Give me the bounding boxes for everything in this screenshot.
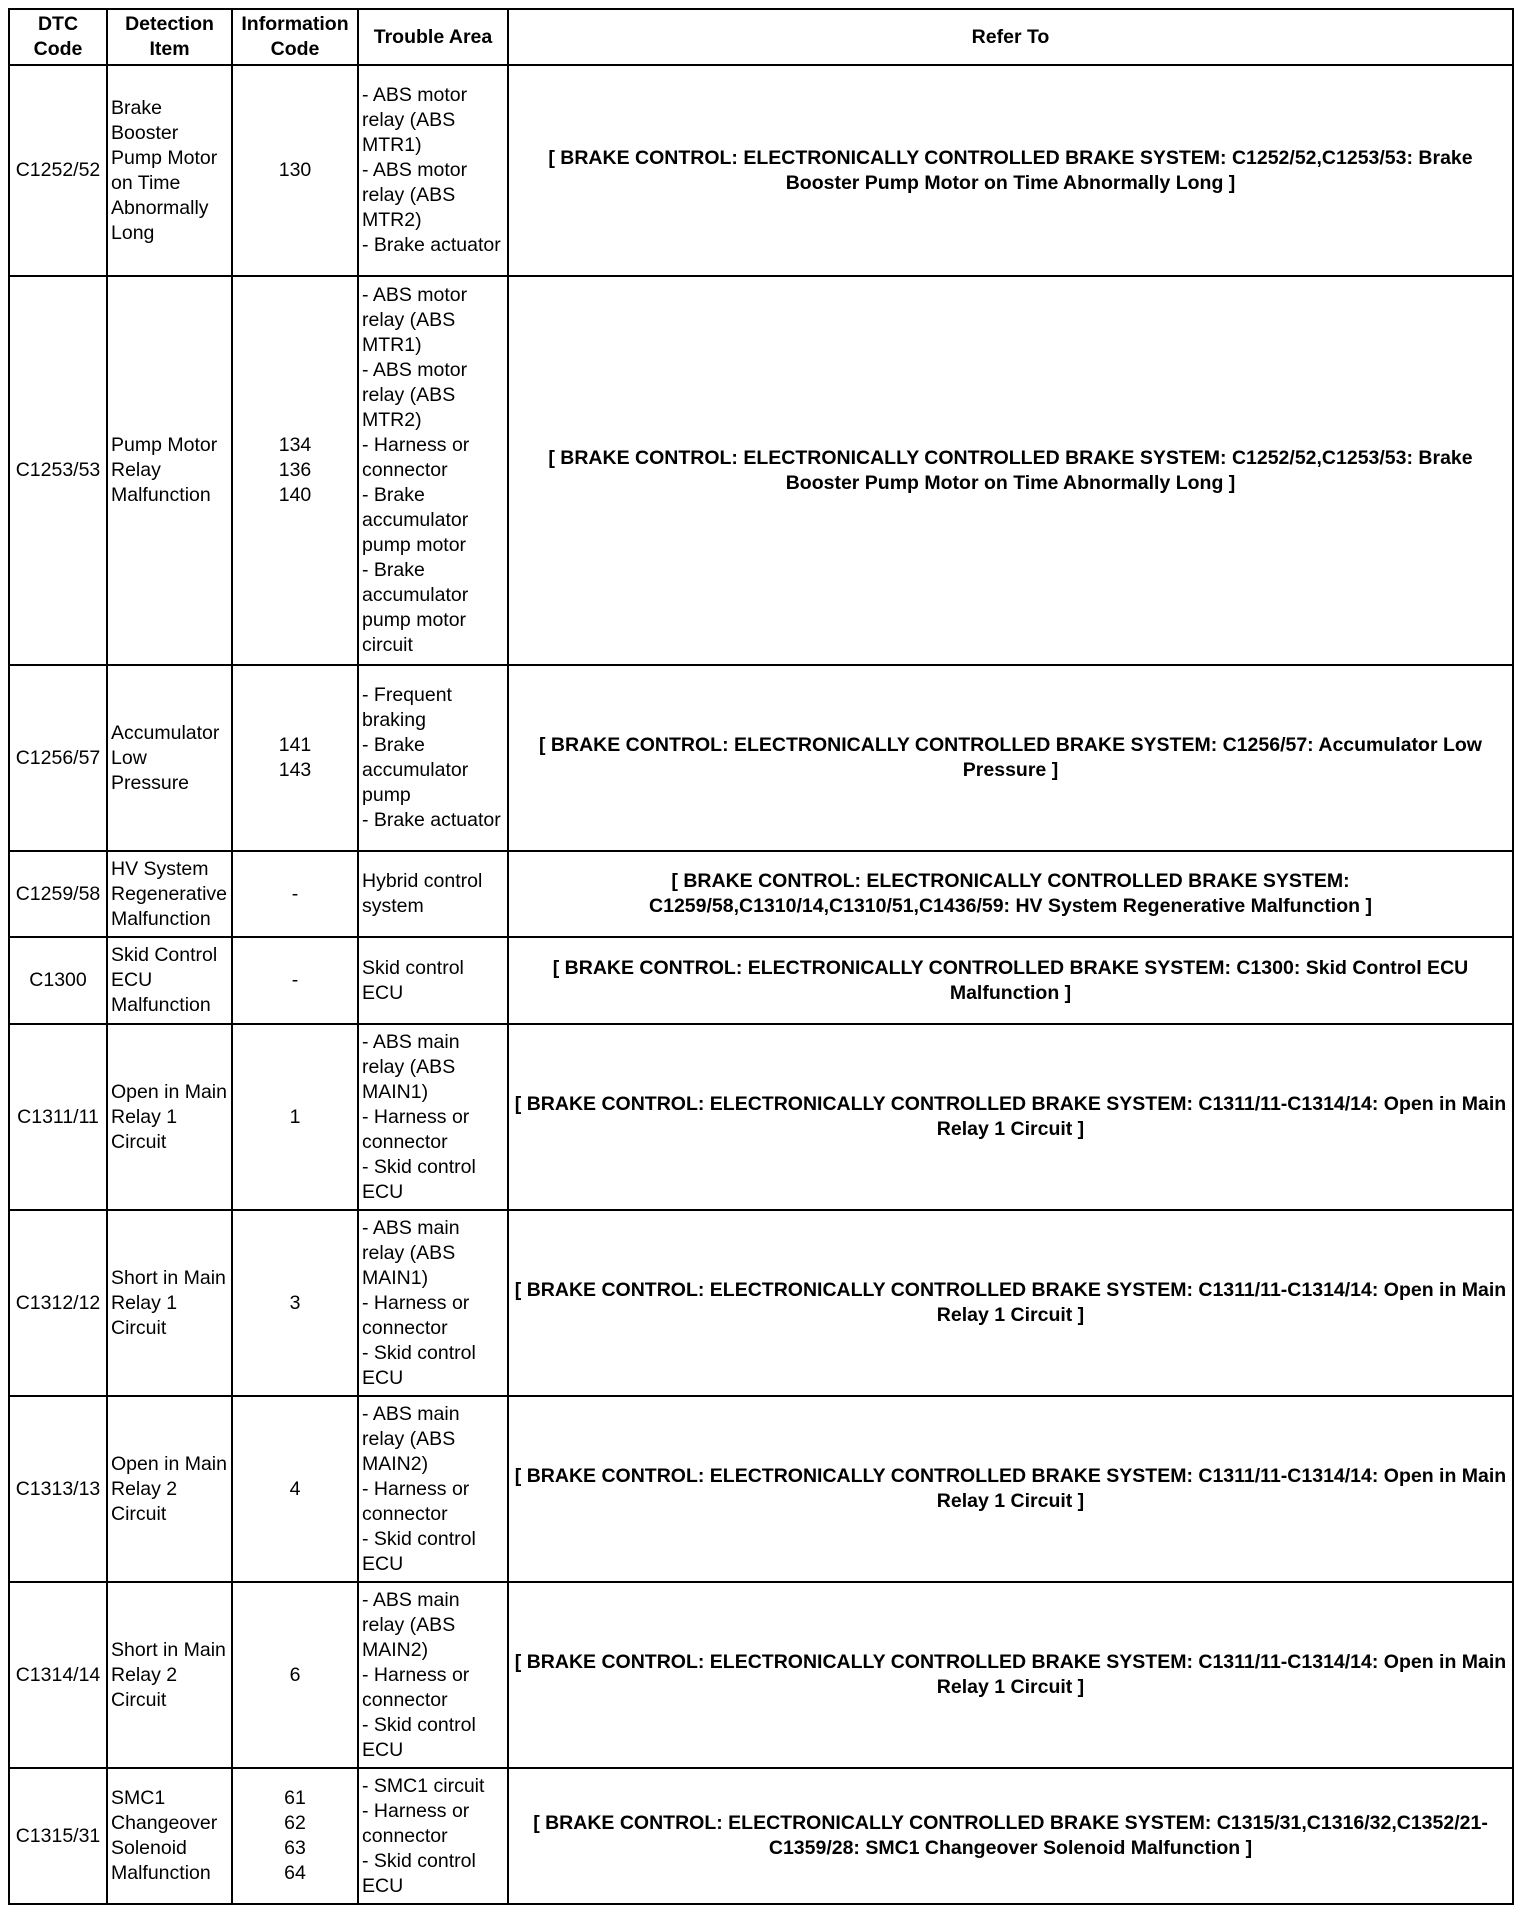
detection-item-cell: HV System Regenerative Malfunction [107, 851, 232, 937]
dtc-code-cell: C1311/11 [9, 1024, 107, 1210]
dtc-code-cell: C1314/14 [9, 1582, 107, 1768]
trouble-area-cell: - ABS main relay (ABS MAIN2) - Harness or connector - Skid control ECU [358, 1582, 508, 1768]
information-code-cell: 130 [232, 65, 358, 276]
refer-to-link[interactable]: [ BRAKE CONTROL: ELECTRONICALLY CONTROLLED BRAKE SYSTEM: C1311/11-C1314/14: Open in Main Relay 1 Circuit ] [508, 1210, 1513, 1396]
trouble-area-cell: - ABS motor relay (ABS MTR1) - ABS motor relay (ABS MTR2) - Harness or connector - Brake accumulator pump motor - Brake accumulator pump motor circuit [358, 276, 508, 665]
information-code-cell: 1 [232, 1024, 358, 1210]
dtc-code-cell: C1259/58 [9, 851, 107, 937]
detection-item-cell: Open in Main Relay 1 Circuit [107, 1024, 232, 1210]
detection-item-cell: Short in Main Relay 1 Circuit [107, 1210, 232, 1396]
refer-to-link[interactable]: [ BRAKE CONTROL: ELECTRONICALLY CONTROLLED BRAKE SYSTEM: C1311/11-C1314/14: Open in Main Relay 1 Circuit ] [508, 1582, 1513, 1768]
table-row [9, 851, 1513, 937]
table-row [9, 665, 1513, 851]
trouble-area-cell: Skid control ECU [358, 937, 508, 1024]
trouble-area-cell: - SMC1 circuit - Harness or connector - Skid control ECU [358, 1768, 508, 1904]
information-code-cell: 141 143 [232, 665, 358, 851]
information-code-cell: - [232, 851, 358, 937]
header-trouble-area: Trouble Area [358, 9, 508, 65]
refer-to-link[interactable]: [ BRAKE CONTROL: ELECTRONICALLY CONTROLLED BRAKE SYSTEM: C1311/11-C1314/14: Open in Main Relay 1 Circuit ] [508, 1024, 1513, 1210]
table-row [9, 1396, 1513, 1582]
table-row [9, 1582, 1513, 1768]
information-code-cell: 6 [232, 1582, 358, 1768]
detection-item-cell: Brake Booster Pump Motor on Time Abnormally Long [107, 65, 232, 276]
table-row [9, 1768, 1513, 1904]
trouble-area-cell: - Frequent braking - Brake accumulator pump - Brake actuator [358, 665, 508, 851]
refer-to-link[interactable]: [ BRAKE CONTROL: ELECTRONICALLY CONTROLLED BRAKE SYSTEM: C1252/52,C1253/53: Brake Booster Pump Motor on Time Abnormally Long ] [508, 65, 1513, 276]
header-detection-item: Detection Item [107, 9, 232, 65]
information-code-cell: 61 62 63 64 [232, 1768, 358, 1904]
trouble-area-cell: - ABS main relay (ABS MAIN1) - Harness or connector - Skid control ECU [358, 1024, 508, 1210]
table-row [9, 65, 1513, 276]
dtc-code-cell: C1315/31 [9, 1768, 107, 1904]
detection-item-cell: Short in Main Relay 2 Circuit [107, 1582, 232, 1768]
information-code-cell: 4 [232, 1396, 358, 1582]
refer-to-link[interactable]: [ BRAKE CONTROL: ELECTRONICALLY CONTROLLED BRAKE SYSTEM: C1256/57: Accumulator Low Pressure ] [508, 665, 1513, 851]
dtc-code-cell: C1312/12 [9, 1210, 107, 1396]
table-row [9, 1024, 1513, 1210]
header-refer-to: Refer To [508, 9, 1513, 65]
dtc-code-cell: C1252/52 [9, 65, 107, 276]
header-dtc-code: DTC Code [9, 9, 107, 65]
table-row [9, 276, 1513, 665]
refer-to-link[interactable]: [ BRAKE CONTROL: ELECTRONICALLY CONTROLLED BRAKE SYSTEM: C1311/11-C1314/14: Open in Main Relay 1 Circuit ] [508, 1396, 1513, 1582]
header-information-code: Information Code [232, 9, 358, 65]
detection-item-cell: Open in Main Relay 2 Circuit [107, 1396, 232, 1582]
dtc-table [8, 8, 1514, 1905]
trouble-area-cell: - ABS main relay (ABS MAIN1) - Harness or connector - Skid control ECU [358, 1210, 508, 1396]
refer-to-link[interactable]: [ BRAKE CONTROL: ELECTRONICALLY CONTROLLED BRAKE SYSTEM: C1300: Skid Control ECU Malfunction ] [508, 937, 1513, 1024]
refer-to-link[interactable]: [ BRAKE CONTROL: ELECTRONICALLY CONTROLLED BRAKE SYSTEM: C1259/58,C1310/14,C1310/51,C1436/59: HV System Regenerative Malfunction ] [508, 851, 1513, 937]
table-row [9, 1210, 1513, 1396]
detection-item-cell: Pump Motor Relay Malfunction [107, 276, 232, 665]
trouble-area-cell: - ABS main relay (ABS MAIN2) - Harness or connector - Skid control ECU [358, 1396, 508, 1582]
dtc-code-cell: C1256/57 [9, 665, 107, 851]
information-code-cell: - [232, 937, 358, 1024]
information-code-cell: 3 [232, 1210, 358, 1396]
dtc-code-cell: C1253/53 [9, 276, 107, 665]
information-code-cell: 134 136 140 [232, 276, 358, 665]
dtc-code-cell: C1300 [9, 937, 107, 1024]
refer-to-link[interactable]: [ BRAKE CONTROL: ELECTRONICALLY CONTROLLED BRAKE SYSTEM: C1315/31,C1316/32,C1352/21-C1359/28: SMC1 Changeover Solenoid Malfunction ] [508, 1768, 1513, 1904]
dtc-code-cell: C1313/13 [9, 1396, 107, 1582]
header-row [9, 9, 1513, 65]
detection-item-cell: Accumulator Low Pressure [107, 665, 232, 851]
detection-item-cell: SMC1 Changeover Solenoid Malfunction [107, 1768, 232, 1904]
trouble-area-cell: Hybrid control system [358, 851, 508, 937]
trouble-area-cell: - ABS motor relay (ABS MTR1) - ABS motor relay (ABS MTR2) - Brake actuator [358, 65, 508, 276]
table-row [9, 937, 1513, 1024]
detection-item-cell: Skid Control ECU Malfunction [107, 937, 232, 1024]
refer-to-link[interactable]: [ BRAKE CONTROL: ELECTRONICALLY CONTROLLED BRAKE SYSTEM: C1252/52,C1253/53: Brake Booster Pump Motor on Time Abnormally Long ] [508, 276, 1513, 665]
